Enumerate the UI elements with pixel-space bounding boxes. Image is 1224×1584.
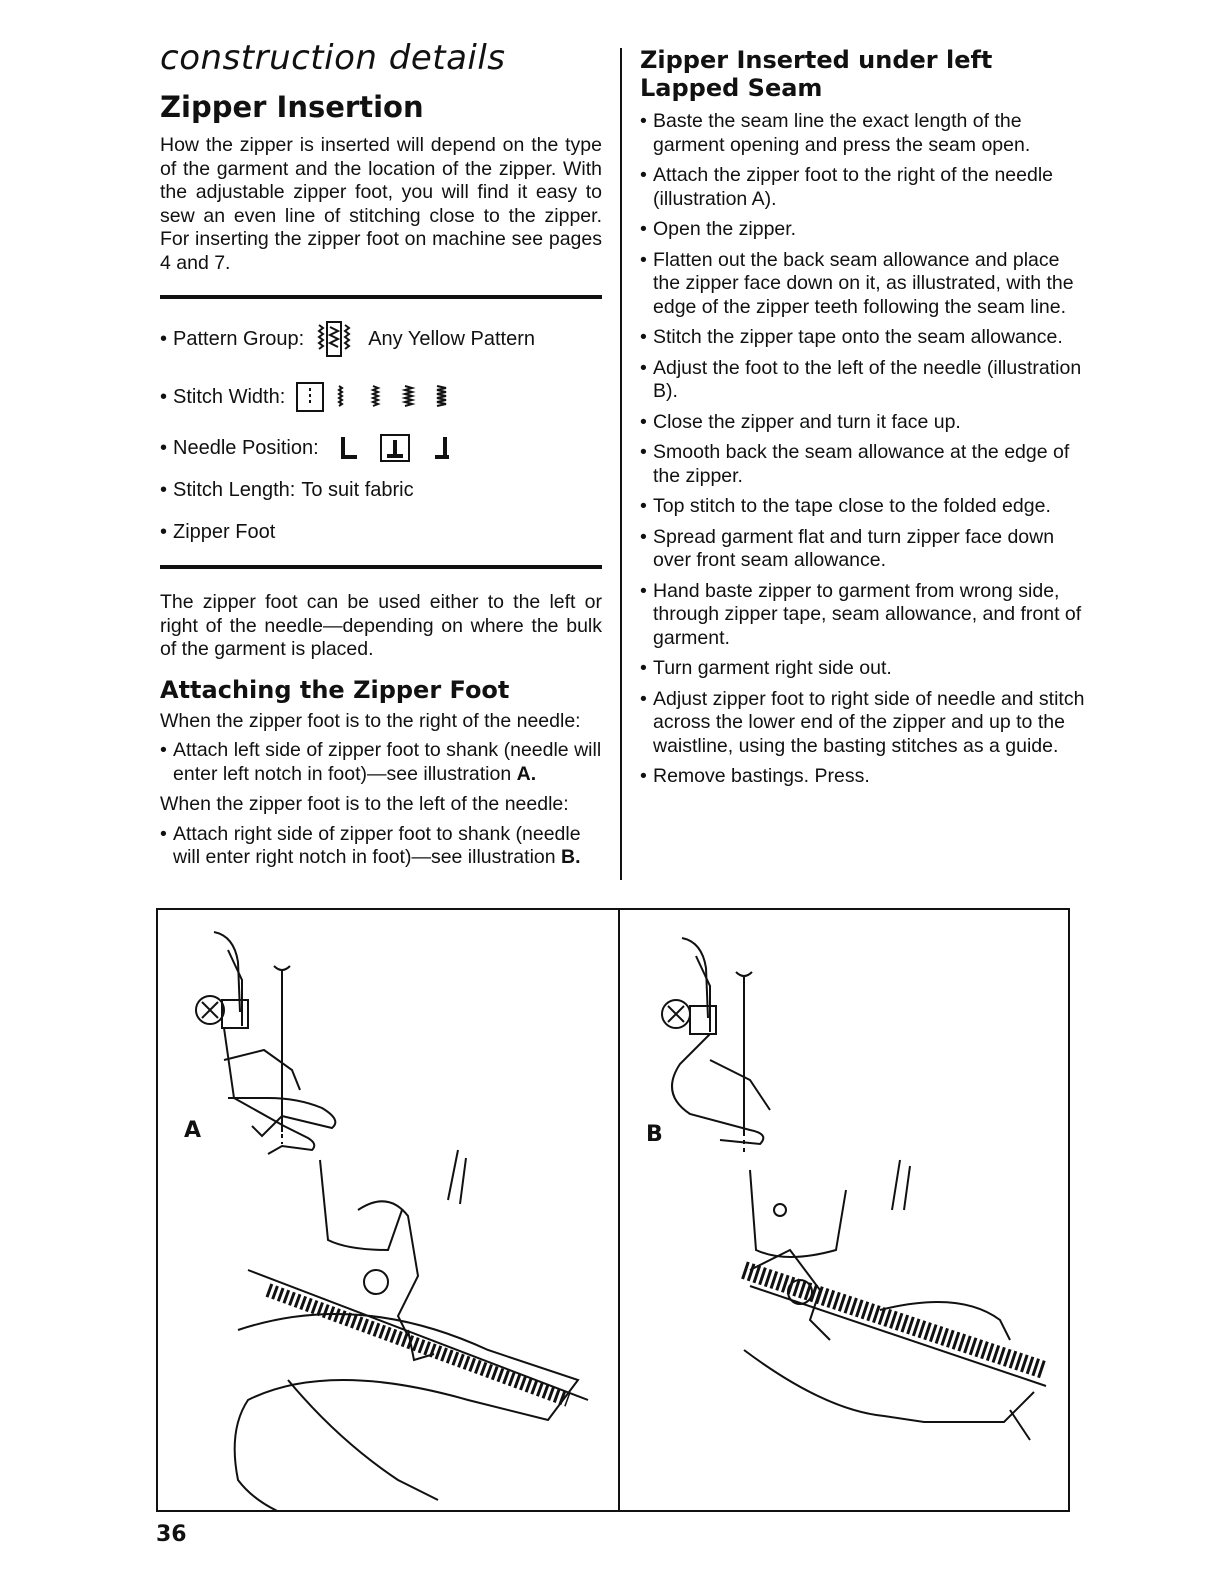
lapped-seam-step: • Turn garment right side out.	[640, 657, 1088, 681]
stitch-width-max-icon	[437, 386, 446, 406]
lapped-seam-heading	[640, 46, 1088, 102]
right-of-needle-steps	[160, 739, 602, 786]
lapped-seam-step: • Top stitch to the tape close to the folded edge.	[640, 495, 1088, 519]
stitch-width-label: • Stitch Width:	[173, 385, 286, 408]
zipper-foot-row	[160, 511, 602, 553]
lapped-seam-step: • Baste the seam line the exact length of the garment opening and press the seam open.	[640, 110, 1088, 157]
foot-usage-paragraph: The zipper foot can be used either to the left or right of the needle—depending on where the bulk of the garment is placed.	[160, 591, 602, 660]
stitch-length-row	[160, 469, 602, 511]
needle-position-row	[160, 427, 602, 469]
stitch-width-medium-icon	[373, 386, 378, 406]
left-column	[160, 90, 602, 877]
top-rule	[160, 295, 602, 299]
lapped-seam-step: • Hand baste zipper to garment from wrong side, through zipper tape, seam allowance, and front of garment.	[640, 580, 1088, 651]
stitch-width-icons	[295, 380, 465, 414]
stitch-width-row	[160, 367, 602, 427]
page-number: 36	[156, 1522, 187, 1547]
lapped-seam-step: • Adjust zipper foot to right side of needle and stitch across the lower end of the zipper and up to the waistline, using the basting stitches as a guide.	[640, 688, 1088, 759]
stitch-width-wide-icon	[405, 386, 412, 406]
pattern-group-value: Any Yellow Pattern	[368, 327, 535, 350]
left-of-needle-text: When the zipper foot is to the left of the needle:	[160, 793, 569, 815]
lapped-seam-step: • Close the zipper and turn it face up.	[640, 411, 1088, 435]
needle-position-label: • Needle Position:	[173, 436, 319, 459]
lapped-seam-heading-line1: Zipper Inserted under left	[640, 46, 993, 74]
lapped-seam-steps	[640, 110, 1088, 789]
intro-paragraph: How the zipper is inserted will depend on the type of the garment and the location of the zipper. With the adjustable zipper foot, you will find it easy to sew an even line of stitching close to the zipper. For inserting the zipper foot on machine see pages 4 and 7.	[160, 134, 602, 274]
section-title: construction details	[160, 38, 506, 78]
lapped-seam-step: • Attach the zipper foot to the right of the needle (illustration A).	[640, 164, 1088, 211]
lapped-seam-step: • Open the zipper.	[640, 218, 1088, 242]
needle-position-icons	[337, 431, 477, 465]
lapped-seam-step: • Spread garment flat and turn zipper face down over front seam allowance.	[640, 526, 1088, 573]
lapped-seam-step: • Stitch the zipper tape onto the seam allowance.	[640, 326, 1088, 350]
needle-left-icon	[343, 437, 357, 457]
zipper-foot-label: • Zipper Foot	[173, 520, 276, 543]
pattern-group-row	[160, 311, 602, 367]
right-column	[640, 46, 1088, 796]
illustration-a	[158, 910, 616, 1510]
stitch-length-label: • Stitch Length:	[173, 478, 296, 501]
left-of-needle-steps	[160, 823, 602, 870]
settings-list	[160, 311, 602, 553]
left-of-needle-step: • Attach right side of zipper foot to shank (needle will enter right notch in foot)—see illustration B.	[160, 823, 602, 870]
zipper-insertion-heading: Zipper Insertion	[160, 90, 424, 124]
bottom-rule	[160, 565, 602, 569]
lapped-seam-heading-line2: Lapped Seam	[640, 74, 823, 102]
pattern-group-label: • Pattern Group:	[173, 327, 305, 350]
right-of-needle-text: When the zipper foot is to the right of the needle:	[160, 709, 581, 732]
illustration-panel	[156, 908, 1070, 1512]
lapped-seam-step: • Flatten out the back seam allowance and place the zipper face down on it, as illustrated, with the edge of the zipper teeth following the seam line.	[640, 249, 1088, 320]
illustration-b	[620, 910, 1070, 1510]
yellow-pattern-icon	[314, 319, 354, 359]
right-of-needle-step: • Attach left side of zipper foot to shank (needle will enter left notch in foot)—see illustration A.	[160, 739, 602, 786]
attaching-heading: Attaching the Zipper Foot	[160, 675, 510, 704]
lapped-seam-step: • Smooth back the seam allowance at the edge of the zipper.	[640, 441, 1088, 488]
illustration-a-label: A	[184, 1118, 202, 1143]
column-divider	[620, 48, 622, 880]
stitch-length-value: To suit fabric	[301, 478, 414, 501]
stitch-width-narrow-icon	[339, 386, 342, 406]
lapped-seam-step: • Remove bastings. Press.	[640, 765, 1088, 789]
lapped-seam-step: • Adjust the foot to the left of the needle (illustration B).	[640, 357, 1088, 404]
illustration-b-label: B	[646, 1122, 663, 1147]
needle-right-icon	[435, 437, 449, 457]
